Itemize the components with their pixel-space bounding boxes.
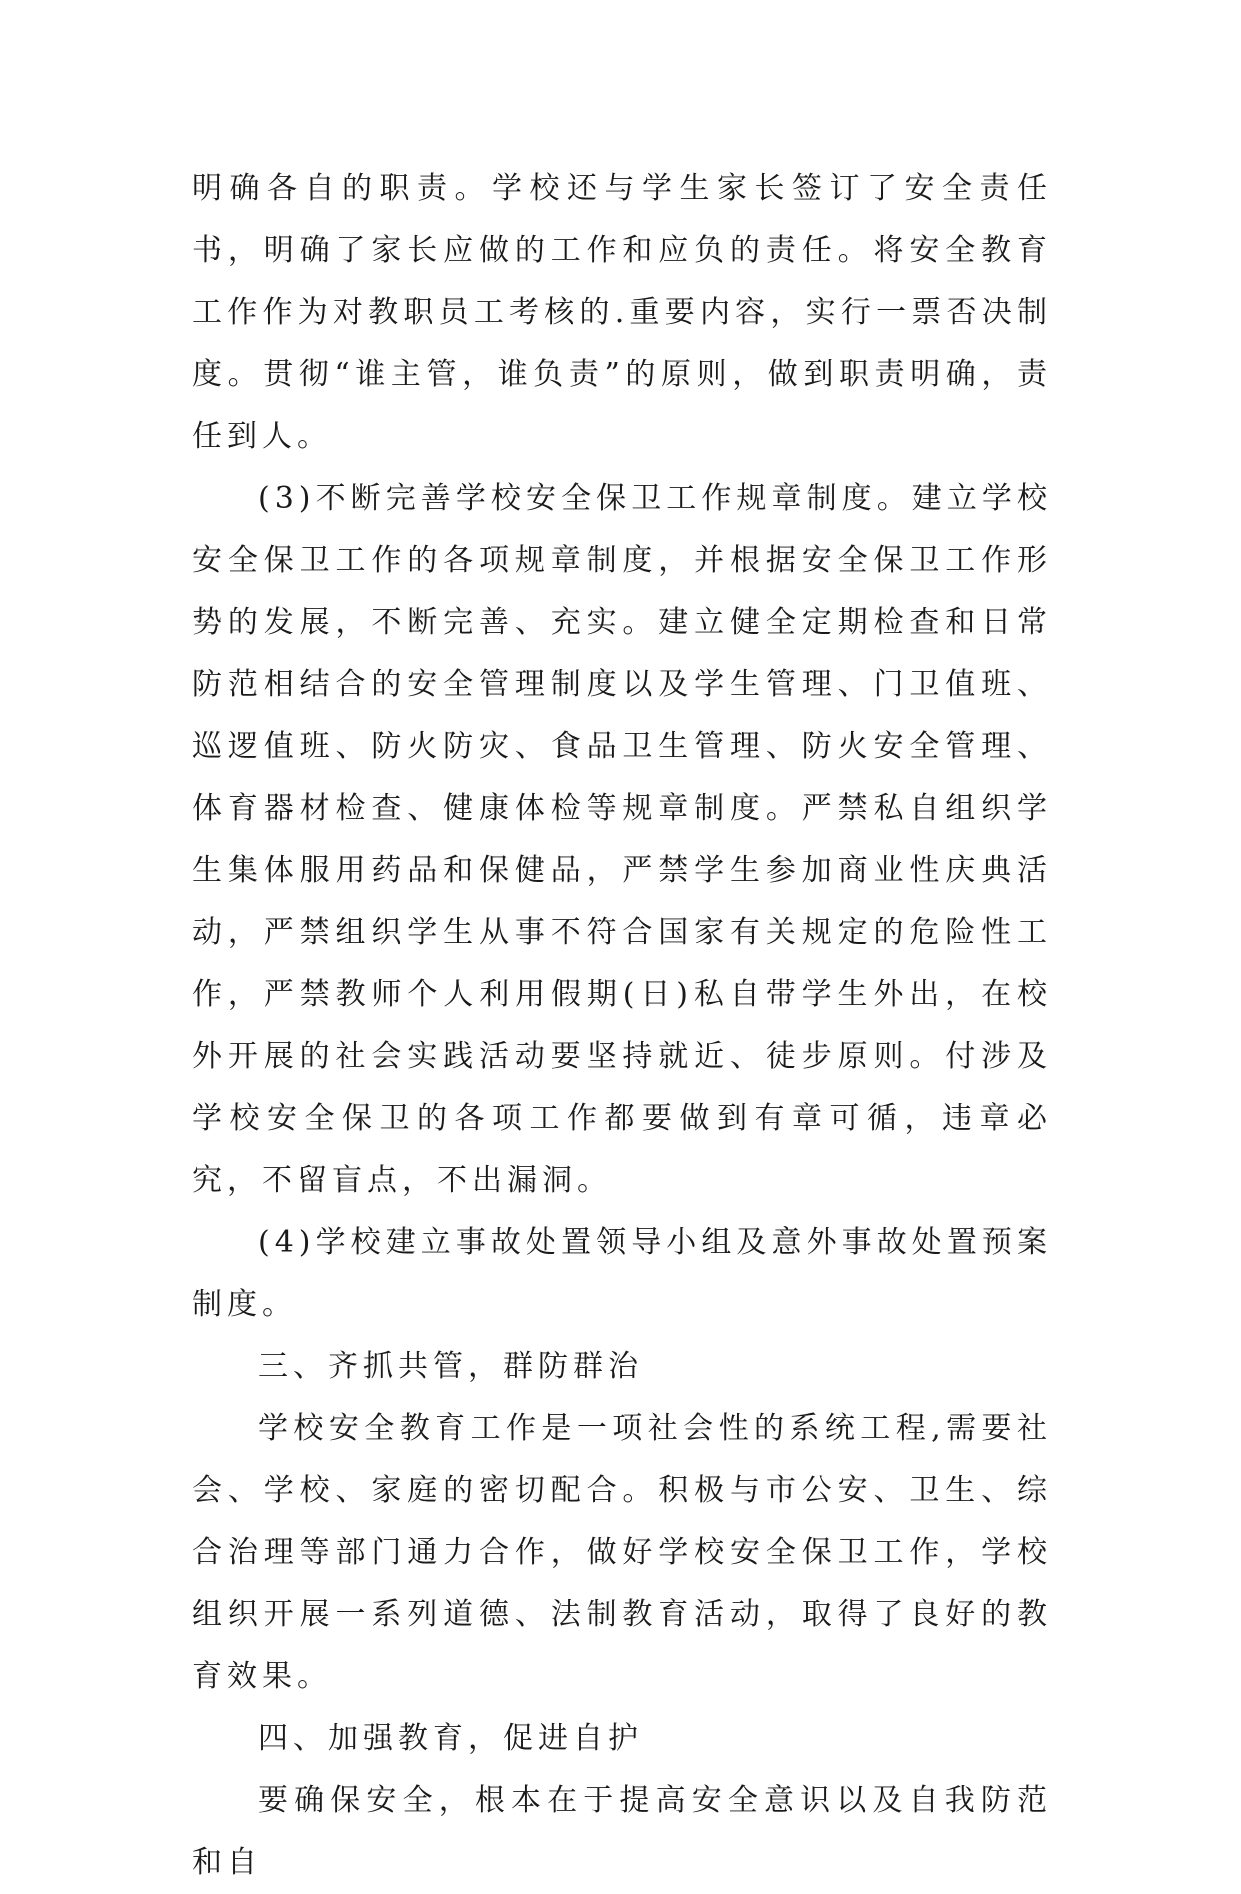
paragraph-responsibilities: 明确各自的职责。学校还与学生家长签订了安全责任书，明确了家长应做的工作和应负的责任。将安全教育工作作为对教职员工考核的.重要内容，实行一票否决制度。贯彻“谁主管，谁负责”的原则，做到职责明确，责任到人。: [192, 171, 1052, 454]
paragraph-social-cooperation: 学校安全教育工作是一项社会性的系统工程,需要社会、学校、家庭的密切配合。积极与市公安、卫生、综合治理等部门通力合作，做好学校安全保卫工作，学校组织开展一系列道德、法制教育活动，取得了良好的教育效果。: [192, 1411, 1052, 1694]
paragraph-safety-awareness: 要确保安全，根本在于提高安全意识以及自我防范和自: [192, 1783, 1052, 1880]
section-heading-joint-management: 三、齐抓共管，群防群治: [258, 1349, 643, 1384]
paragraph-rules-system: (3)不断完善学校安全保卫工作规章制度。建立学校安全保卫工作的各项规章制度，并根据安全保卫工作形势的发展，不断完善、充实。建立健全定期检查和日常防范相结合的安全管理制度以及学生管理、门卫值班、巡逻值班、防火防灾、食品卫生管理、防火安全管理、体育器材检查、健康体检等规章制度。严禁私自组织学生集体服用药品和保健品，严禁学生参加商业性庆典活动，严禁组织学生从事不符合国家有关规定的危险性工作，严禁教师个人利用假期(日)私自带学生外出，在校外开展的社会实践活动要坚持就近、徒步原则。付涉及学校安全保卫的各项工作都要做到有章可循，违章必究，不留盲点，不出漏洞。: [192, 481, 1052, 1198]
section-heading-education: 四、加强教育，促进自护: [258, 1721, 643, 1756]
paragraph-accident-handling: (4)学校建立事故处置领导小组及意外事故处置预案制度。: [192, 1225, 1052, 1322]
document-body: [192, 158, 1052, 1894]
